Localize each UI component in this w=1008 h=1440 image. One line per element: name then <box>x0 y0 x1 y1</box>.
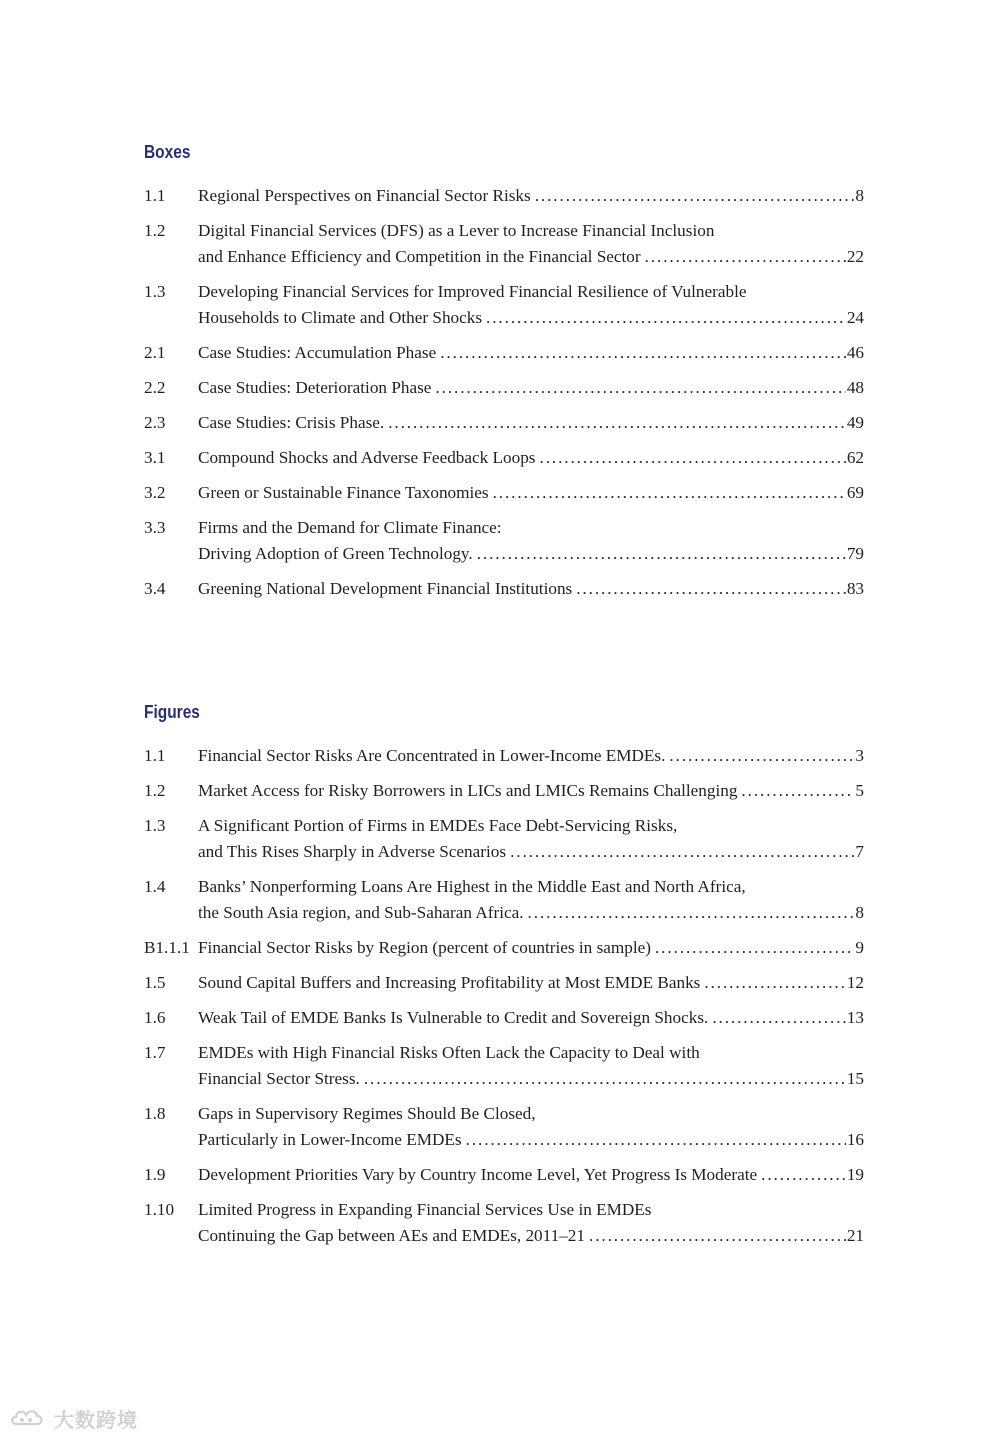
page-number: 83 <box>846 579 864 598</box>
dot-leader <box>528 900 855 926</box>
box-entry[interactable] <box>144 218 864 270</box>
page-number: 49 <box>846 413 864 432</box>
entry-title-line: Case Studies: Accumulation Phase <box>198 343 437 362</box>
dot-leader <box>435 375 845 401</box>
watermark-text: 大数跨境 <box>54 1408 138 1432</box>
entry-title <box>198 1101 864 1153</box>
page-number: 21 <box>846 1226 864 1245</box>
entry-title-line: Limited Progress in Expanding Financial Services Use in EMDEs <box>198 1200 652 1219</box>
entry-title <box>198 813 864 865</box>
entry-title <box>198 778 864 804</box>
box-entry[interactable] <box>144 445 864 471</box>
entry-title <box>198 1162 864 1188</box>
page-number: 19 <box>846 1165 864 1184</box>
figure-entry[interactable] <box>144 935 864 961</box>
entry-title-line: Digital Financial Services (DFS) as a Lever to Increase Financial Inclusion <box>198 221 715 240</box>
figure-entry[interactable] <box>144 813 864 865</box>
entry-title <box>198 445 864 471</box>
dot-leader <box>466 1127 846 1153</box>
entry-title <box>198 970 864 996</box>
page-number: 62 <box>846 448 864 467</box>
page-number: 15 <box>846 1069 864 1088</box>
entry-title <box>198 183 864 209</box>
watermark <box>10 1404 138 1433</box>
entry-title-line: Sound Capital Buffers and Increasing Profitability at Most EMDE Banks <box>198 973 701 992</box>
box-entry[interactable] <box>144 340 864 366</box>
entry-number: 1.2 <box>144 781 166 800</box>
box-entry[interactable] <box>144 279 864 331</box>
entry-title-line: Case Studies: Crisis Phase. <box>198 413 385 432</box>
page-number: 8 <box>855 186 864 205</box>
dot-leader <box>589 1223 846 1249</box>
entry-number: 1.8 <box>144 1104 166 1123</box>
entry-title-line: Greening National Development Financial Institutions <box>198 579 573 598</box>
dot-leader <box>741 778 854 804</box>
figure-entry[interactable] <box>144 874 864 926</box>
entry-title <box>198 340 864 366</box>
page-number: 7 <box>855 842 864 861</box>
entry-title-line: EMDEs with High Financial Risks Often Lack the Capacity to Deal with <box>198 1043 700 1062</box>
page-number: 9 <box>855 938 864 957</box>
entry-title-line: Gaps in Supervisory Regimes Should Be Closed, <box>198 1104 536 1123</box>
entry-title-line: Financial Sector Risks by Region (percent of countries in sample) <box>198 938 651 957</box>
entry-title <box>198 375 864 401</box>
entry-title <box>198 218 864 270</box>
dot-leader <box>510 839 854 865</box>
boxes-heading: Boxes <box>144 142 191 162</box>
figures-list <box>144 743 864 1258</box>
entry-number: 2.3 <box>144 413 166 432</box>
boxes-list <box>144 183 864 611</box>
box-entry[interactable] <box>144 410 864 436</box>
dot-leader <box>486 305 846 331</box>
entry-title <box>198 935 864 961</box>
entry-title <box>198 1005 864 1031</box>
entry-title-line: Financial Sector Risks Are Concentrated in Lower-Income EMDEs. <box>198 746 666 765</box>
figures-heading: Figures <box>144 702 200 722</box>
entry-title <box>198 480 864 506</box>
dot-leader <box>540 445 846 471</box>
figure-entry[interactable] <box>144 1005 864 1031</box>
entry-number: 3.3 <box>144 518 166 537</box>
box-entry[interactable] <box>144 375 864 401</box>
dot-leader <box>535 183 855 209</box>
page-number: 8 <box>855 903 864 922</box>
entry-title-line: Banks’ Nonperforming Loans Are Highest in the Middle East and North Africa, <box>198 877 746 896</box>
page-number: 5 <box>855 781 864 800</box>
dot-leader <box>761 1162 846 1188</box>
entry-number: 3.4 <box>144 579 166 598</box>
page-number: 22 <box>846 247 864 266</box>
entry-number: 3.1 <box>144 448 166 467</box>
figure-entry[interactable] <box>144 1197 864 1249</box>
figure-entry[interactable] <box>144 1101 864 1153</box>
page-number: 16 <box>846 1130 864 1149</box>
dot-leader <box>440 340 846 366</box>
entry-number: 1.10 <box>144 1200 175 1219</box>
entry-title-line: Development Priorities Vary by Country Income Level, Yet Progress Is Moderate <box>198 1165 758 1184</box>
entry-title-line: A Significant Portion of Firms in EMDEs Face Debt-Servicing Risks, <box>198 816 678 835</box>
entry-number: 1.3 <box>144 816 166 835</box>
entry-title-line: Case Studies: Deterioration Phase <box>198 378 432 397</box>
entry-number: 1.7 <box>144 1043 166 1062</box>
entry-title <box>198 576 864 602</box>
box-entry[interactable] <box>144 183 864 209</box>
entry-number: 1.1 <box>144 186 166 205</box>
entry-title-line: Driving Adoption of Green Technology. <box>198 544 473 563</box>
entry-title <box>198 874 864 926</box>
dot-leader <box>645 244 846 270</box>
entry-title-line: Developing Financial Services for Improved Financial Resilience of Vulnerable <box>198 282 747 301</box>
entry-number: 2.2 <box>144 378 166 397</box>
figure-entry[interactable] <box>144 1040 864 1092</box>
entry-number: 1.4 <box>144 877 166 896</box>
entry-title-line: Households to Climate and Other Shocks <box>198 308 483 327</box>
entry-title <box>198 515 864 567</box>
figure-entry[interactable] <box>144 1162 864 1188</box>
entry-title-line: Compound Shocks and Adverse Feedback Loops <box>198 448 536 467</box>
entry-title <box>198 410 864 436</box>
entry-number: 1.1 <box>144 746 166 765</box>
figure-entry[interactable] <box>144 743 864 769</box>
dot-leader <box>493 480 846 506</box>
entry-title-line: Particularly in Lower-Income EMDEs <box>198 1130 462 1149</box>
dot-leader <box>655 935 854 961</box>
entry-title-line: Market Access for Risky Borrowers in LICs and LMICs Remains Challenging <box>198 781 738 800</box>
dot-leader <box>576 576 846 602</box>
box-entry[interactable] <box>144 515 864 567</box>
entry-title <box>198 279 864 331</box>
page-number: 12 <box>846 973 864 992</box>
entry-title-line: Weak Tail of EMDE Banks Is Vulnerable to Credit and Sovereign Shocks. <box>198 1008 709 1027</box>
entry-number: 1.9 <box>144 1165 166 1184</box>
page-number: 79 <box>846 544 864 563</box>
entry-number: 2.1 <box>144 343 166 362</box>
entry-title-line: the South Asia region, and Sub-Saharan Africa. <box>198 903 524 922</box>
page-number: 13 <box>846 1008 864 1027</box>
dot-leader <box>477 541 846 567</box>
page-number: 46 <box>846 343 864 362</box>
entry-title-line: and Enhance Efficiency and Competition in the Financial Sector <box>198 247 641 266</box>
figure-entry[interactable] <box>144 970 864 996</box>
entry-title-line: Green or Sustainable Finance Taxonomies <box>198 483 489 502</box>
entry-number: 1.2 <box>144 221 166 240</box>
dot-leader <box>712 1005 845 1031</box>
entry-title <box>198 743 864 769</box>
page-number: 48 <box>846 378 864 397</box>
dot-leader <box>704 970 845 996</box>
entry-number: 1.6 <box>144 1008 166 1027</box>
page-number: 3 <box>855 746 864 765</box>
entry-title-line: and This Rises Sharply in Adverse Scenarios <box>198 842 507 861</box>
entry-number: 1.3 <box>144 282 166 301</box>
page-number: 69 <box>846 483 864 502</box>
cloud-logo-icon <box>10 1406 50 1432</box>
entry-title-line: Continuing the Gap between AEs and EMDEs, 2011–21 <box>198 1226 585 1245</box>
figure-entry[interactable] <box>144 778 864 804</box>
dot-leader <box>388 410 846 436</box>
entry-title-line: Firms and the Demand for Climate Finance: <box>198 518 502 537</box>
entry-title <box>198 1040 864 1092</box>
entry-number: 3.2 <box>144 483 166 502</box>
entry-title-line: Regional Perspectives on Financial Sector Risks <box>198 186 531 205</box>
dot-leader <box>669 743 854 769</box>
box-entry[interactable] <box>144 480 864 506</box>
entry-title-line: Financial Sector Stress. <box>198 1069 360 1088</box>
box-entry[interactable] <box>144 576 864 602</box>
page-number: 24 <box>846 308 864 327</box>
entry-number: B1.1.1 <box>144 938 190 957</box>
dot-leader <box>364 1066 846 1092</box>
entry-title <box>198 1197 864 1249</box>
entry-number: 1.5 <box>144 973 166 992</box>
